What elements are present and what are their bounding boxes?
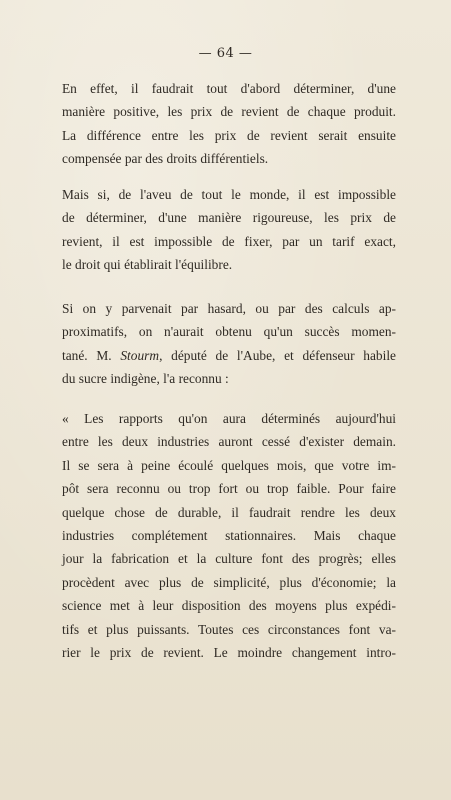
text-run: , député de l'Aube, et défenseur habile xyxy=(159,347,396,363)
paragraph-3 xyxy=(62,297,396,391)
text-line: jour la fabrication et la culture font des progrès; elles xyxy=(62,551,396,567)
text-line: rier le prix de revient. Le moindre changement intro- xyxy=(62,645,396,661)
text-line: science met à leur disposition des moyens plus expédi- xyxy=(62,598,396,614)
text-line: pôt sera reconnu ou trop fort ou trop faible. Pour faire xyxy=(62,481,396,497)
paragraph-1 xyxy=(62,77,396,171)
text-line: quelque chose de durable, il faudrait rendre les deux xyxy=(62,504,396,520)
text-line: La différence entre les prix de revient serait ensuite xyxy=(62,127,396,143)
text-line: de déterminer, d'une manière rigoureuse, les prix de xyxy=(62,210,396,226)
text-run: tané. M. xyxy=(62,347,121,363)
paragraph-2 xyxy=(62,183,396,277)
text-line: manière positive, les prix de revient de chaque produit. xyxy=(62,104,396,120)
text-line: Si on y parvenait par hasard, ou par des calculs ap- xyxy=(62,301,396,316)
text-line: le droit qui établirait l'équilibre. xyxy=(62,257,233,273)
quotation-paragraph xyxy=(62,407,396,664)
text-line: « Les rapports qu'on aura déterminés aujourd'hui xyxy=(62,411,396,426)
text-line: revient, il est impossible de fixer, par un tarif exact, xyxy=(62,233,396,249)
text-line: industries complétement stationnaires. Mais chaque xyxy=(62,528,396,544)
page-number: — 64 — xyxy=(198,46,253,61)
text-line: Il se sera à peine écoulé quelques mois, que votre im- xyxy=(62,457,396,473)
text-line: tifs et plus puissants. Toutes ces circonstances font va- xyxy=(62,621,396,637)
italic-name: Stourm xyxy=(120,347,160,363)
text-line: En effet, il faudrait tout d'abord déterminer, d'une xyxy=(62,81,396,96)
text-line-with-italic xyxy=(62,344,396,367)
text-line: entre les deux industries auront cessé d'exister demain. xyxy=(62,434,396,450)
text-line: Mais si, de l'aveu de tout le monde, il est impossible xyxy=(62,187,396,202)
text-line: compensée par des droits différentiels. xyxy=(62,151,269,167)
text-line: du sucre indigène, l'a reconnu : xyxy=(62,371,229,387)
text-line: procèdent avec plus de simplicité, plus d'économie; la xyxy=(62,574,396,590)
text-line: proximatifs, on n'aurait obtenu qu'un succès momen- xyxy=(62,324,396,340)
